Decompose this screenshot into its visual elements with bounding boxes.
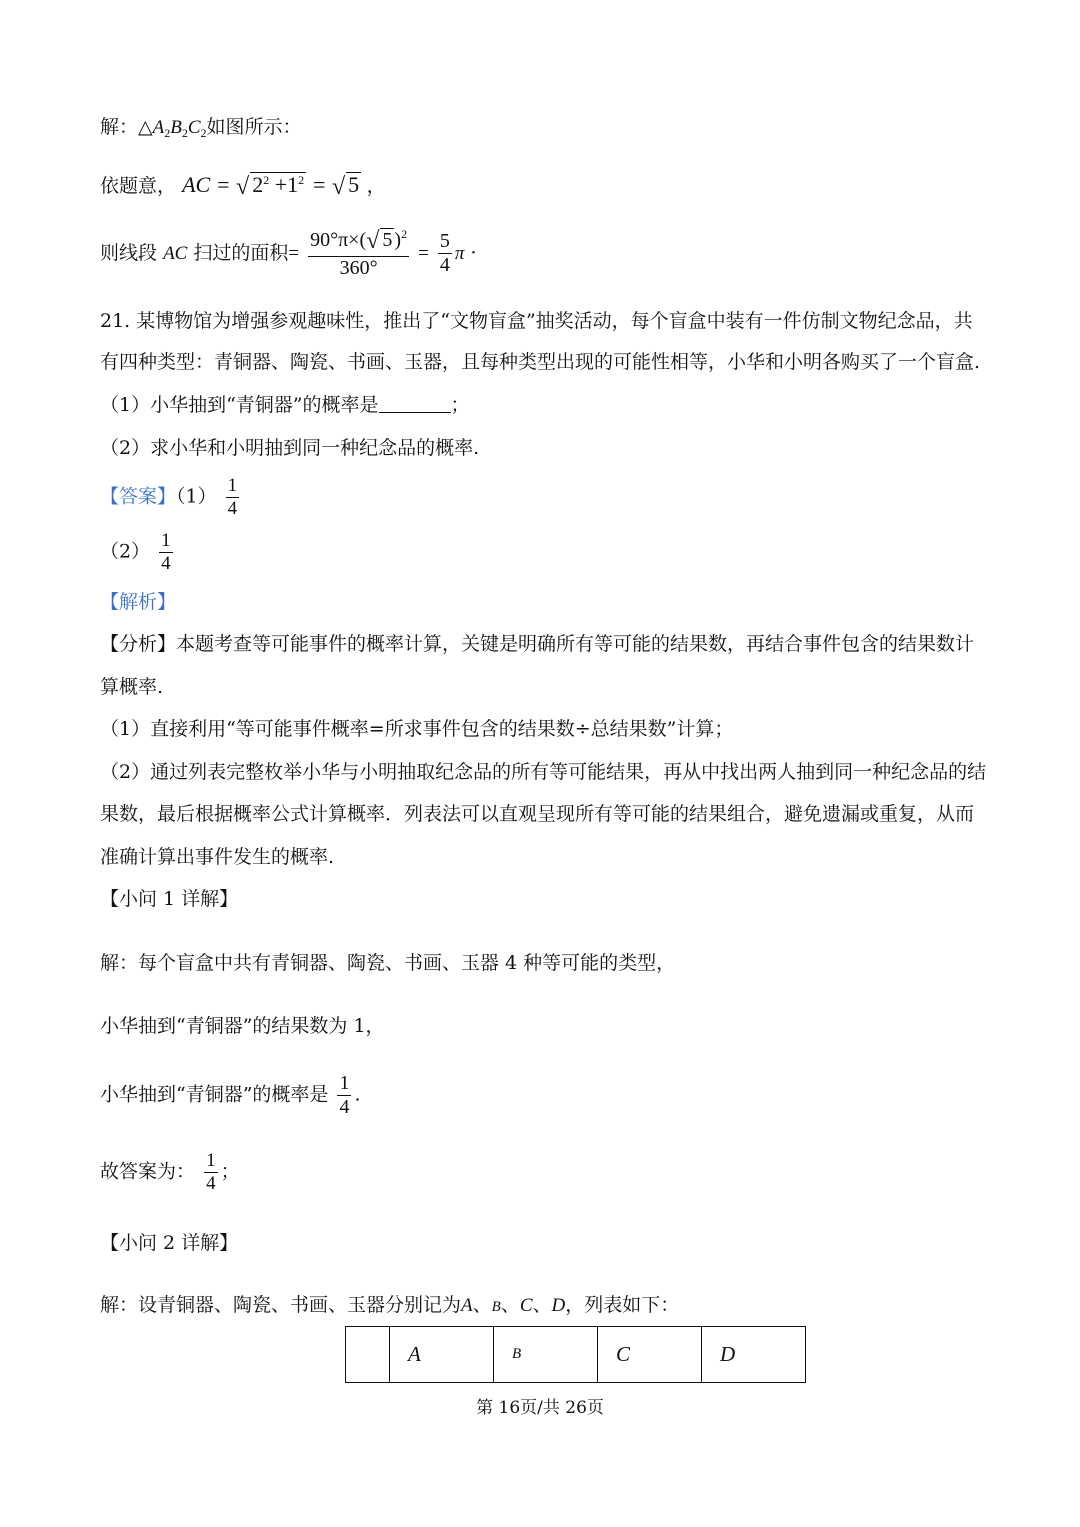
sub-question-2: （2）求小华和小明抽到同一种纪念品的概率. xyxy=(100,437,480,459)
fenxi-line-1: 【分析】本题考查等可能事件的概率计算，关键是明确所有等可能的结果数，再结合事件包含的结果数计 xyxy=(100,633,975,655)
question-21-line-1: 21. 某博物馆为增强参观趣味性，推出了“文物盲盒”抽奖活动，每个盲盒中装有一件仿制文物纪念品，共 xyxy=(100,310,973,332)
table-cell: B xyxy=(494,1327,598,1383)
question-21-line-2: 有四种类型：青铜器、陶瓷、书画、玉器，且每种类型出现的可能性相等，小华和小明各购买了一个盲盒. xyxy=(100,351,981,373)
table-cell: A xyxy=(390,1327,494,1383)
table-row xyxy=(346,1327,806,1383)
step-2-line-3: 准确计算出事件发生的概率. xyxy=(100,846,335,868)
sub-question-1: （1）小华抽到“青铜器”的概率是 ； xyxy=(100,394,470,416)
fenxi-line-2: 算概率. xyxy=(100,676,164,698)
area-result-fraction: $\frac{5}{4}$ xyxy=(439,230,450,277)
answer-blank xyxy=(379,394,451,413)
answer-tag: 【答案】 xyxy=(100,485,177,508)
answer-2: （2） $\frac{1}{4}$ xyxy=(100,530,171,574)
answer-1: 【答案】（1） $\frac{1}{4}$ xyxy=(100,475,238,519)
segment-ac: AC xyxy=(163,242,188,264)
step-2-line-2: 果数，最后根据概率公式计算概率．列表法可以直观呈现所有等可能的结果组合，避免遗漏或重复，从而 xyxy=(100,803,975,825)
table-cell xyxy=(346,1327,390,1383)
step-1: （1）直接利用“等可能事件概率=所求事件包含的结果数÷总结果数”计算； xyxy=(100,718,734,740)
solution-line-3: 则线段 AC 扫过的面积= $\frac{90^\circ\pi\times(√ 5 )^2}{360^\circ}$ = $\frac{5}{4}$ π · xyxy=(100,227,477,279)
text: 扫过的面积 xyxy=(193,241,289,264)
analysis-tag: 【解析】 xyxy=(100,591,177,613)
enumeration-table xyxy=(345,1326,806,1383)
solution-line-1 xyxy=(100,116,302,140)
sub2-title: 【小问 2 详解】 xyxy=(100,1232,239,1254)
sub1-line-3: 小华抽到“青铜器”的概率是 $\frac{1}{4}$ . xyxy=(100,1072,361,1118)
text: 如图所示： xyxy=(206,116,302,138)
table-cell: C xyxy=(598,1327,702,1383)
triangle-name: $A_2B_2C_2$ xyxy=(152,117,207,140)
triangle-symbol: △ xyxy=(138,116,153,138)
text: 则线段 xyxy=(100,241,158,264)
sub2-line-1: 解：设青铜器、陶瓷、书画、玉器分别记为A、B、C、D，列表如下： xyxy=(100,1294,680,1316)
table-cell: D xyxy=(702,1327,806,1383)
sub1-line-4: 故答案为： $\frac{1}{4}$ ； xyxy=(100,1150,240,1194)
text: 解： xyxy=(100,116,139,138)
step-2-line-1: （2）通过列表完整枚举小华与小明抽取纪念品的所有等可能结果，再从中找出两人抽到同一种纪念品的结 xyxy=(100,761,987,783)
text: 依题意， xyxy=(100,175,177,197)
sub1-line-2: 小华抽到“青铜器”的结果数为 1， xyxy=(100,1015,385,1037)
sub1-title: 【小问 1 详解】 xyxy=(100,888,239,910)
area-fraction: $\frac{90^\circ\pi\times(√ 5 )^2}{360^\circ}$ xyxy=(310,227,408,279)
sub1-line-1: 解：每个盲盒中共有青铜器、陶瓷、书画、玉器 4 种等可能的类型， xyxy=(100,952,676,974)
solution-line-2: 依题意， AC = √ $2^2 +1^2$ = √ 5 ， xyxy=(100,172,386,200)
formula-ac: AC = √ $2^2 +1^2$ = √ 5 xyxy=(182,172,360,200)
page-footer: 第 16页/共 26页 xyxy=(476,1398,604,1418)
